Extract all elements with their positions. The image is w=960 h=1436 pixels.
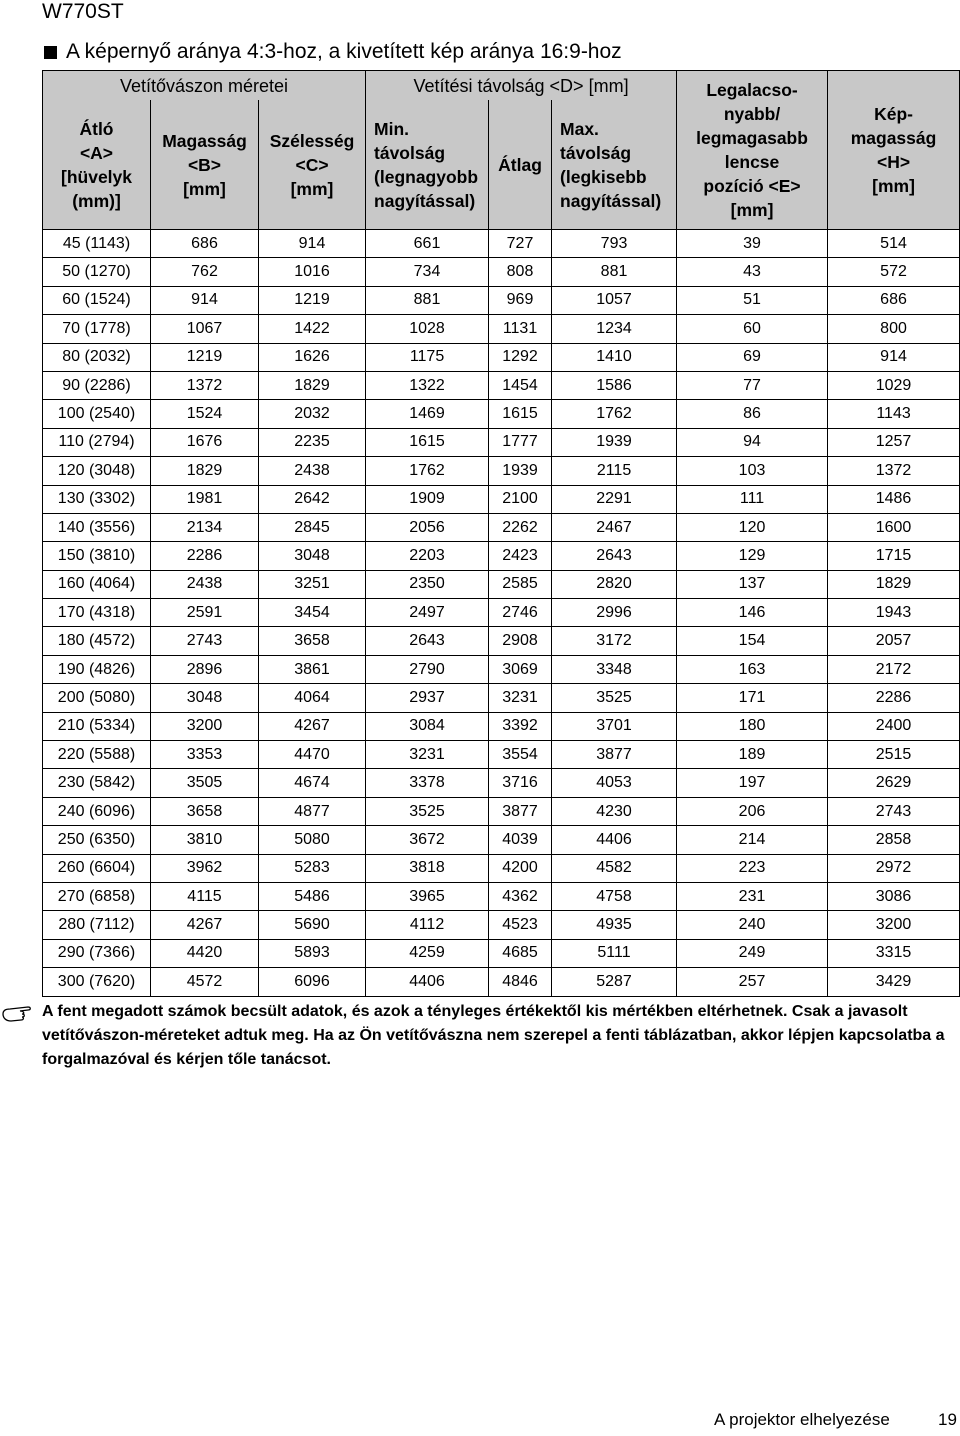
- table-cell: 290 (7366): [43, 939, 151, 967]
- table-cell: 51: [677, 286, 828, 314]
- table-cell: 5287: [552, 968, 677, 996]
- table-cell: 2497: [366, 599, 489, 627]
- table-cell: 4935: [552, 911, 677, 939]
- table-cell: 2057: [828, 627, 960, 655]
- table-cell: 2746: [489, 599, 552, 627]
- table-row: [43, 400, 960, 428]
- table-cell: 969: [489, 286, 552, 314]
- table-cell: 4572: [151, 968, 259, 996]
- table-cell: 3172: [552, 627, 677, 655]
- table-cell: 50 (1270): [43, 258, 151, 286]
- projection-table: [42, 70, 960, 997]
- table-cell: 4582: [552, 854, 677, 882]
- table-cell: 260 (6604): [43, 854, 151, 882]
- table-cell: 4039: [489, 826, 552, 854]
- table-cell: 1981: [151, 485, 259, 513]
- table-cell: 5893: [259, 939, 366, 967]
- table-cell: 3231: [366, 741, 489, 769]
- table-cell: 2591: [151, 599, 259, 627]
- table-cell: 3962: [151, 854, 259, 882]
- table-cell: 2291: [552, 485, 677, 513]
- table-cell: 3554: [489, 741, 552, 769]
- table-cell: 4053: [552, 769, 677, 797]
- table-cell: 146: [677, 599, 828, 627]
- table-cell: 3048: [151, 684, 259, 712]
- table-cell: 3348: [552, 655, 677, 683]
- table-cell: 171: [677, 684, 828, 712]
- table-cell: 5080: [259, 826, 366, 854]
- table-cell: 2203: [366, 542, 489, 570]
- table-cell: 2858: [828, 826, 960, 854]
- table-row: [43, 797, 960, 825]
- table-cell: 120: [677, 513, 828, 541]
- table-cell: 1131: [489, 315, 552, 343]
- table-cell: 3505: [151, 769, 259, 797]
- table-cell: 2032: [259, 400, 366, 428]
- table-cell: 1829: [828, 570, 960, 598]
- table-cell: 39: [677, 230, 828, 258]
- table-cell: 3069: [489, 655, 552, 683]
- table-cell: 3525: [552, 684, 677, 712]
- table-cell: 150 (3810): [43, 542, 151, 570]
- table-cell: 3877: [489, 797, 552, 825]
- table-cell: 6096: [259, 968, 366, 996]
- table-cell: 2286: [151, 542, 259, 570]
- table-cell: 3200: [151, 712, 259, 740]
- table-cell: 2115: [552, 457, 677, 485]
- table-cell: 3454: [259, 599, 366, 627]
- page-number: 19: [938, 1410, 957, 1429]
- screen-dimensions-header: Vetítővászon méretei: [43, 71, 366, 101]
- table-cell: 2262: [489, 513, 552, 541]
- table-cell: 3818: [366, 854, 489, 882]
- table-cell: 60: [677, 315, 828, 343]
- table-row: [43, 286, 960, 314]
- table-cell: 686: [151, 230, 259, 258]
- table-cell: 3429: [828, 968, 960, 996]
- image-height-header: Kép- magasság <H> [mm]: [828, 71, 960, 230]
- table-cell: 1829: [151, 457, 259, 485]
- table-cell: 2467: [552, 513, 677, 541]
- table-cell: 1029: [828, 371, 960, 399]
- section-heading: [44, 40, 622, 64]
- table-cell: 231: [677, 882, 828, 910]
- table-cell: 2585: [489, 570, 552, 598]
- table-cell: 914: [828, 343, 960, 371]
- table-cell: 129: [677, 542, 828, 570]
- table-cell: 4406: [366, 968, 489, 996]
- table-cell: 762: [151, 258, 259, 286]
- table-cell: 240 (6096): [43, 797, 151, 825]
- width-header: Szélesség <C> [mm]: [259, 100, 366, 230]
- table-cell: 2845: [259, 513, 366, 541]
- table-row: [43, 428, 960, 456]
- table-row: [43, 939, 960, 967]
- table-row: [43, 911, 960, 939]
- table-cell: 1762: [552, 400, 677, 428]
- table-row: [43, 741, 960, 769]
- table-cell: 881: [552, 258, 677, 286]
- table-cell: 4846: [489, 968, 552, 996]
- table-cell: 793: [552, 230, 677, 258]
- table-cell: 2438: [259, 457, 366, 485]
- table-row: [43, 655, 960, 683]
- table-cell: 80 (2032): [43, 343, 151, 371]
- table-row: [43, 485, 960, 513]
- table-cell: 5486: [259, 882, 366, 910]
- table-cell: 4523: [489, 911, 552, 939]
- table-cell: 1715: [828, 542, 960, 570]
- table-cell: 5111: [552, 939, 677, 967]
- table-row: [43, 542, 960, 570]
- table-cell: 250 (6350): [43, 826, 151, 854]
- table-cell: 257: [677, 968, 828, 996]
- table-cell: 2100: [489, 485, 552, 513]
- table-cell: 2996: [552, 599, 677, 627]
- table-cell: 3525: [366, 797, 489, 825]
- table-cell: 4112: [366, 911, 489, 939]
- table-cell: 2286: [828, 684, 960, 712]
- table-cell: 223: [677, 854, 828, 882]
- table-cell: 240: [677, 911, 828, 939]
- note-text: A fent megadott számok becsült adatok, és azok a tényleges értékektől kis mértékben eltérhetnek. Csak a javasolt vetítővászon-méreteket adtuk meg. Ha az Ön vetítővászna nem szerepel a fenti táblázatban, akkor lépjen kapcsolatba a forgalmazóval és kérjen tőle tanácsot.: [42, 1003, 945, 1068]
- lens-position-header: Legalacso- nyabb/ legmagasabb lencse pozíció <E> [mm]: [677, 71, 828, 230]
- table-cell: 3231: [489, 684, 552, 712]
- square-bullet-icon: [44, 46, 57, 59]
- table-cell: 180 (4572): [43, 627, 151, 655]
- table-cell: 206: [677, 797, 828, 825]
- table-cell: 2629: [828, 769, 960, 797]
- table-cell: 2235: [259, 428, 366, 456]
- average-distance-header: Átlag: [489, 100, 552, 230]
- table-cell: 4200: [489, 854, 552, 882]
- table-cell: 4406: [552, 826, 677, 854]
- table-cell: 1943: [828, 599, 960, 627]
- table-cell: 4064: [259, 684, 366, 712]
- table-cell: 1422: [259, 315, 366, 343]
- table-cell: 3084: [366, 712, 489, 740]
- table-row: [43, 684, 960, 712]
- table-row: [43, 457, 960, 485]
- table-cell: 4267: [151, 911, 259, 939]
- height-header: Magasság <B> [mm]: [151, 100, 259, 230]
- footer-section-title: A projektor elhelyezése: [714, 1410, 890, 1429]
- table-cell: 2743: [151, 627, 259, 655]
- table-cell: 3716: [489, 769, 552, 797]
- table-cell: 230 (5842): [43, 769, 151, 797]
- max-distance-header: Max. távolság (legkisebb nagyítással): [552, 100, 677, 230]
- table-cell: 4267: [259, 712, 366, 740]
- table-cell: 120 (3048): [43, 457, 151, 485]
- table-cell: 5690: [259, 911, 366, 939]
- table-cell: 800: [828, 315, 960, 343]
- table-cell: 300 (7620): [43, 968, 151, 996]
- table-cell: 1067: [151, 315, 259, 343]
- table-cell: 190 (4826): [43, 655, 151, 683]
- table-row: [43, 968, 960, 996]
- table-row: [43, 230, 960, 258]
- table-row: [43, 315, 960, 343]
- table-row: [43, 882, 960, 910]
- table-cell: 1016: [259, 258, 366, 286]
- table-cell: 2896: [151, 655, 259, 683]
- table-cell: 100 (2540): [43, 400, 151, 428]
- table-cell: 4470: [259, 741, 366, 769]
- table-cell: 3086: [828, 882, 960, 910]
- table-cell: 1939: [552, 428, 677, 456]
- table-cell: 2743: [828, 797, 960, 825]
- table-row: [43, 627, 960, 655]
- table-cell: 200 (5080): [43, 684, 151, 712]
- table-cell: 90 (2286): [43, 371, 151, 399]
- table-cell: 3877: [552, 741, 677, 769]
- table-cell: 160 (4064): [43, 570, 151, 598]
- table-cell: 197: [677, 769, 828, 797]
- table-row: [43, 343, 960, 371]
- table-cell: 3378: [366, 769, 489, 797]
- table-cell: 3965: [366, 882, 489, 910]
- table-row: [43, 371, 960, 399]
- table-cell: 2642: [259, 485, 366, 513]
- table-cell: 45 (1143): [43, 230, 151, 258]
- table-cell: 1586: [552, 371, 677, 399]
- table-cell: 4674: [259, 769, 366, 797]
- table-cell: 727: [489, 230, 552, 258]
- table-cell: 103: [677, 457, 828, 485]
- table-row: [43, 826, 960, 854]
- table-cell: 1469: [366, 400, 489, 428]
- table-cell: 214: [677, 826, 828, 854]
- table-cell: 3392: [489, 712, 552, 740]
- table-cell: 1219: [151, 343, 259, 371]
- table-cell: 60 (1524): [43, 286, 151, 314]
- table-cell: 130 (3302): [43, 485, 151, 513]
- table-cell: 2820: [552, 570, 677, 598]
- table-cell: 1372: [828, 457, 960, 485]
- table-cell: 2438: [151, 570, 259, 598]
- table-cell: 1454: [489, 371, 552, 399]
- table-cell: 514: [828, 230, 960, 258]
- table-body: [43, 230, 960, 997]
- table-cell: 2972: [828, 854, 960, 882]
- table-cell: 1292: [489, 343, 552, 371]
- table-cell: 2400: [828, 712, 960, 740]
- table-cell: 111: [677, 485, 828, 513]
- table-cell: 1257: [828, 428, 960, 456]
- table-cell: 249: [677, 939, 828, 967]
- table-cell: 3315: [828, 939, 960, 967]
- table-cell: 1322: [366, 371, 489, 399]
- table-cell: 4259: [366, 939, 489, 967]
- table-cell: 1143: [828, 400, 960, 428]
- table-cell: 3048: [259, 542, 366, 570]
- table-cell: 2790: [366, 655, 489, 683]
- min-distance-header: Min. távolság (legnagyobb nagyítással): [366, 100, 489, 230]
- table-cell: 1410: [552, 343, 677, 371]
- table-cell: 140 (3556): [43, 513, 151, 541]
- table-row: [43, 769, 960, 797]
- table-cell: 2643: [366, 627, 489, 655]
- table-cell: 2350: [366, 570, 489, 598]
- table-cell: 189: [677, 741, 828, 769]
- table-cell: 3200: [828, 911, 960, 939]
- table-cell: 4115: [151, 882, 259, 910]
- table-cell: 69: [677, 343, 828, 371]
- table-cell: 137: [677, 570, 828, 598]
- table-cell: 572: [828, 258, 960, 286]
- table-cell: 4230: [552, 797, 677, 825]
- table-row: [43, 854, 960, 882]
- table-cell: 1175: [366, 343, 489, 371]
- table-cell: 86: [677, 400, 828, 428]
- table-cell: 154: [677, 627, 828, 655]
- table-cell: 280 (7112): [43, 911, 151, 939]
- table-cell: 1939: [489, 457, 552, 485]
- table-cell: 70 (1778): [43, 315, 151, 343]
- table-cell: 2056: [366, 513, 489, 541]
- table-cell: 110 (2794): [43, 428, 151, 456]
- table-cell: 210 (5334): [43, 712, 151, 740]
- table-cell: 1762: [366, 457, 489, 485]
- table-cell: 1909: [366, 485, 489, 513]
- table-cell: 1615: [366, 428, 489, 456]
- table-row: [43, 712, 960, 740]
- table-cell: 686: [828, 286, 960, 314]
- table-cell: 77: [677, 371, 828, 399]
- table-cell: 4362: [489, 882, 552, 910]
- table-cell: 734: [366, 258, 489, 286]
- table-cell: 3672: [366, 826, 489, 854]
- table-cell: 94: [677, 428, 828, 456]
- table-row: [43, 570, 960, 598]
- table-cell: 2937: [366, 684, 489, 712]
- table-cell: 1219: [259, 286, 366, 314]
- table-cell: 180: [677, 712, 828, 740]
- table-cell: 1524: [151, 400, 259, 428]
- table-cell: 1600: [828, 513, 960, 541]
- table-cell: 1486: [828, 485, 960, 513]
- table-cell: 1626: [259, 343, 366, 371]
- table-cell: 4758: [552, 882, 677, 910]
- table-cell: 2515: [828, 741, 960, 769]
- table-cell: 808: [489, 258, 552, 286]
- table-cell: 3810: [151, 826, 259, 854]
- table-cell: 2643: [552, 542, 677, 570]
- section-title: A képernyő aránya 4:3-hoz, a kivetített kép aránya 16:9-hoz: [66, 40, 622, 63]
- table-cell: 1615: [489, 400, 552, 428]
- table-cell: 3251: [259, 570, 366, 598]
- table-cell: 1372: [151, 371, 259, 399]
- table-cell: 3658: [259, 627, 366, 655]
- table-cell: 881: [366, 286, 489, 314]
- table-cell: 3701: [552, 712, 677, 740]
- table-cell: 270 (6858): [43, 882, 151, 910]
- table-cell: 220 (5588): [43, 741, 151, 769]
- table-cell: 4685: [489, 939, 552, 967]
- table-cell: 1028: [366, 315, 489, 343]
- table-cell: 43: [677, 258, 828, 286]
- table-row: [43, 599, 960, 627]
- table-cell: 914: [259, 230, 366, 258]
- table-cell: 2134: [151, 513, 259, 541]
- table-cell: 1234: [552, 315, 677, 343]
- table-cell: 1057: [552, 286, 677, 314]
- table-cell: 170 (4318): [43, 599, 151, 627]
- table-cell: 3658: [151, 797, 259, 825]
- table-cell: 4877: [259, 797, 366, 825]
- table-cell: 5283: [259, 854, 366, 882]
- projection-distance-header: Vetítési távolság <D> [mm]: [366, 71, 677, 101]
- table-row: [43, 258, 960, 286]
- table-cell: 4420: [151, 939, 259, 967]
- table-cell: 2423: [489, 542, 552, 570]
- table-cell: 3861: [259, 655, 366, 683]
- model-name: W770ST: [42, 0, 124, 23]
- table-cell: 1829: [259, 371, 366, 399]
- pointing-hand-icon: [2, 1002, 38, 1029]
- table-cell: 2172: [828, 655, 960, 683]
- table-cell: 3353: [151, 741, 259, 769]
- table-cell: 914: [151, 286, 259, 314]
- table-cell: 661: [366, 230, 489, 258]
- table-cell: 163: [677, 655, 828, 683]
- table-cell: 1777: [489, 428, 552, 456]
- table-row: [43, 513, 960, 541]
- diagonal-header: Átló <A> [hüvelyk (mm)]: [43, 100, 151, 230]
- table-cell: 2908: [489, 627, 552, 655]
- table-cell: 1676: [151, 428, 259, 456]
